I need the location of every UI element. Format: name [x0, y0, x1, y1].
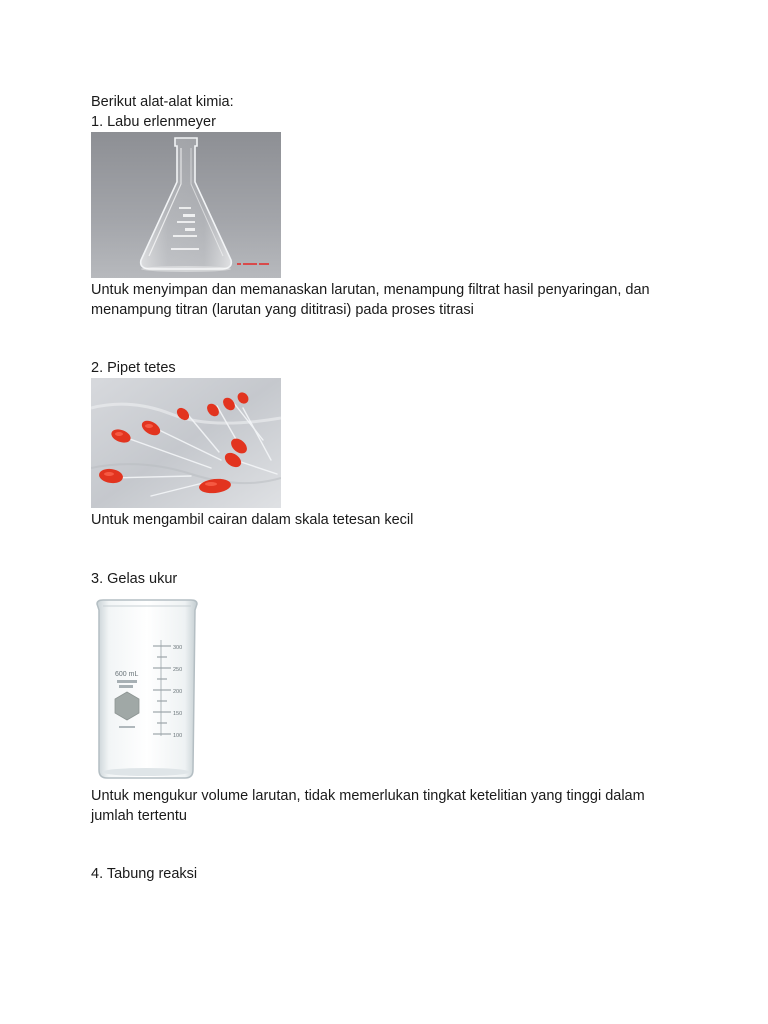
beaker-tick-label: 250	[173, 667, 183, 673]
beaker-capacity-label: 600 mL	[115, 671, 139, 678]
item-heading-pipet-tetes: 2. Pipet tetes	[91, 360, 176, 376]
item-heading-erlenmeyer: 1. Labu erlenmeyer	[91, 114, 216, 130]
item-heading-gelas-ukur: 3. Gelas ukur	[91, 571, 178, 587]
item-description-line: Untuk menyimpan dan memanaskan larutan, menampung filtrat hasil penyaringan, dan	[91, 282, 650, 298]
item-description-line: Untuk mengambil cairan dalam skala tetesan kecil	[91, 512, 414, 528]
item-description-line: jumlah tertentu	[91, 808, 187, 824]
beaker-tick-label: 200	[173, 689, 183, 695]
beaker-tick-label: 100	[173, 733, 183, 739]
item-description-line: menampung titran (larutan yang dititrasi) pada proses titrasi	[91, 302, 474, 318]
item-description-line: Untuk mengukur volume larutan, tidak memerlukan tingkat ketelitian yang tinggi dalam	[91, 788, 645, 804]
measuring-beaker-photo	[91, 596, 201, 782]
intro-text: Berikut alat-alat kimia:	[91, 94, 234, 110]
beaker-tick-label: 300	[173, 645, 183, 651]
dropper-pipettes-photo	[91, 378, 281, 508]
item-heading-tabung-reaksi: 4. Tabung reaksi	[91, 866, 198, 882]
beaker-tick-label: 150	[173, 711, 183, 717]
erlenmeyer-flask-photo	[91, 132, 281, 278]
